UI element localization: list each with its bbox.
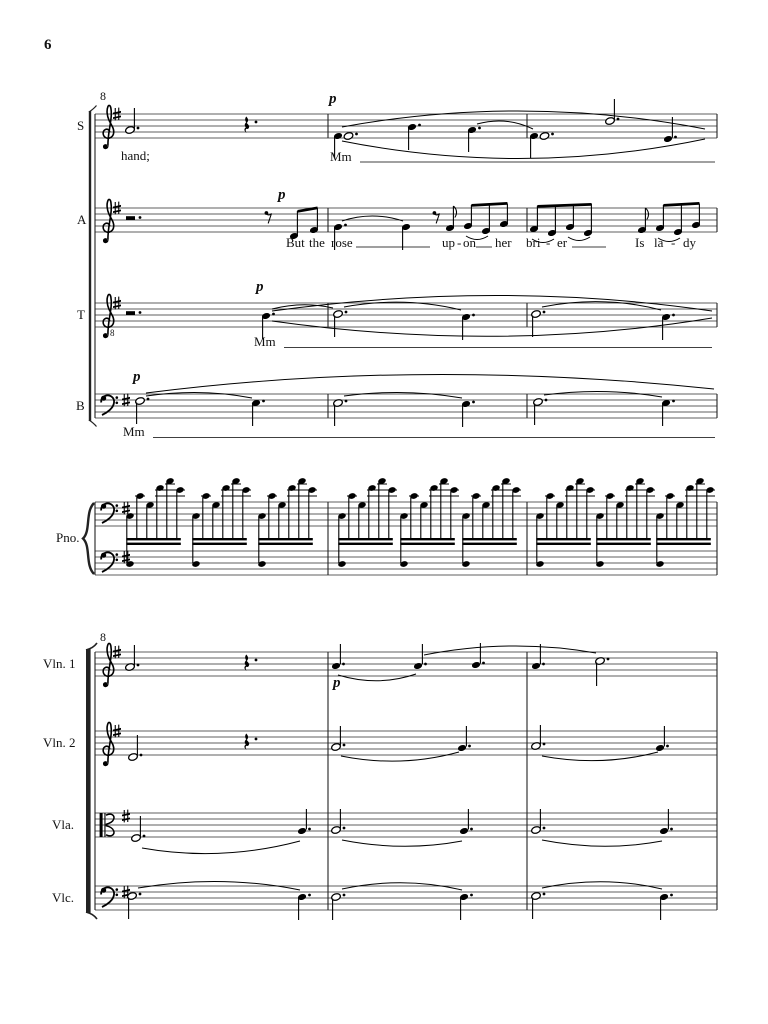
measure-number-strings: 8 bbox=[100, 630, 106, 644]
soprano-staff-notation bbox=[125, 99, 715, 162]
staff-label-piano: Pno. bbox=[56, 530, 80, 545]
measure-number-choir: 8 bbox=[100, 89, 106, 103]
lyric-alto-the: the bbox=[309, 235, 325, 250]
lyric-alto-hyphen1: - bbox=[457, 235, 462, 250]
piano-brace bbox=[83, 503, 94, 574]
dynamic-p-soprano: p bbox=[329, 91, 337, 107]
lyric-alto-rose: rose bbox=[331, 235, 353, 250]
dynamic-p-tenor: p bbox=[256, 279, 264, 295]
staff-label-violin2: Vln. 2 bbox=[43, 735, 76, 750]
lyric-alto-hyphen2: - bbox=[546, 235, 551, 250]
staff-label-violin1: Vln. 1 bbox=[43, 656, 76, 671]
dynamic-p-bass: p bbox=[133, 369, 141, 385]
violin1-staff-notation bbox=[125, 643, 610, 686]
staff-label-tenor: T bbox=[77, 307, 85, 322]
staff-label-alto: A bbox=[77, 212, 87, 227]
staff-lines bbox=[95, 114, 717, 910]
lyric-alto-but: But bbox=[286, 235, 305, 250]
lyric-alto-dy: dy bbox=[683, 235, 696, 250]
staff-label-soprano: S bbox=[77, 118, 85, 133]
lyric-alto-her: her bbox=[495, 235, 512, 250]
dynamic-p-alto: p bbox=[278, 187, 286, 203]
lyric-soprano-hand: hand; bbox=[121, 148, 150, 163]
page-number: 6 bbox=[44, 37, 52, 53]
lyric-alto-er: er bbox=[557, 235, 568, 250]
lyric-alto-hyphen3: - bbox=[671, 235, 676, 250]
dynamic-p-violin1: p bbox=[333, 675, 341, 691]
lyric-alto-bri: bri bbox=[526, 235, 541, 250]
staff-label-bass: B bbox=[76, 398, 85, 413]
lyric-tenor-mm: Mm bbox=[254, 334, 276, 349]
staff-label-viola: Vla. bbox=[52, 817, 75, 832]
lyric-bass-mm: Mm bbox=[123, 424, 145, 439]
barlines bbox=[95, 114, 717, 910]
lyric-alto-la: la bbox=[654, 235, 664, 250]
lyric-alto-up: up bbox=[442, 235, 455, 250]
staff-label-cello: Vlc. bbox=[52, 890, 75, 905]
piano-staff-notation bbox=[125, 477, 715, 568]
lyric-alto-on: on bbox=[463, 235, 476, 250]
cello-staff-notation bbox=[127, 881, 673, 920]
lyric-soprano-mm: Mm bbox=[330, 149, 352, 164]
lyric-alto-is: Is bbox=[635, 235, 645, 250]
tenor-clef-octave-8: 8 bbox=[110, 328, 115, 338]
